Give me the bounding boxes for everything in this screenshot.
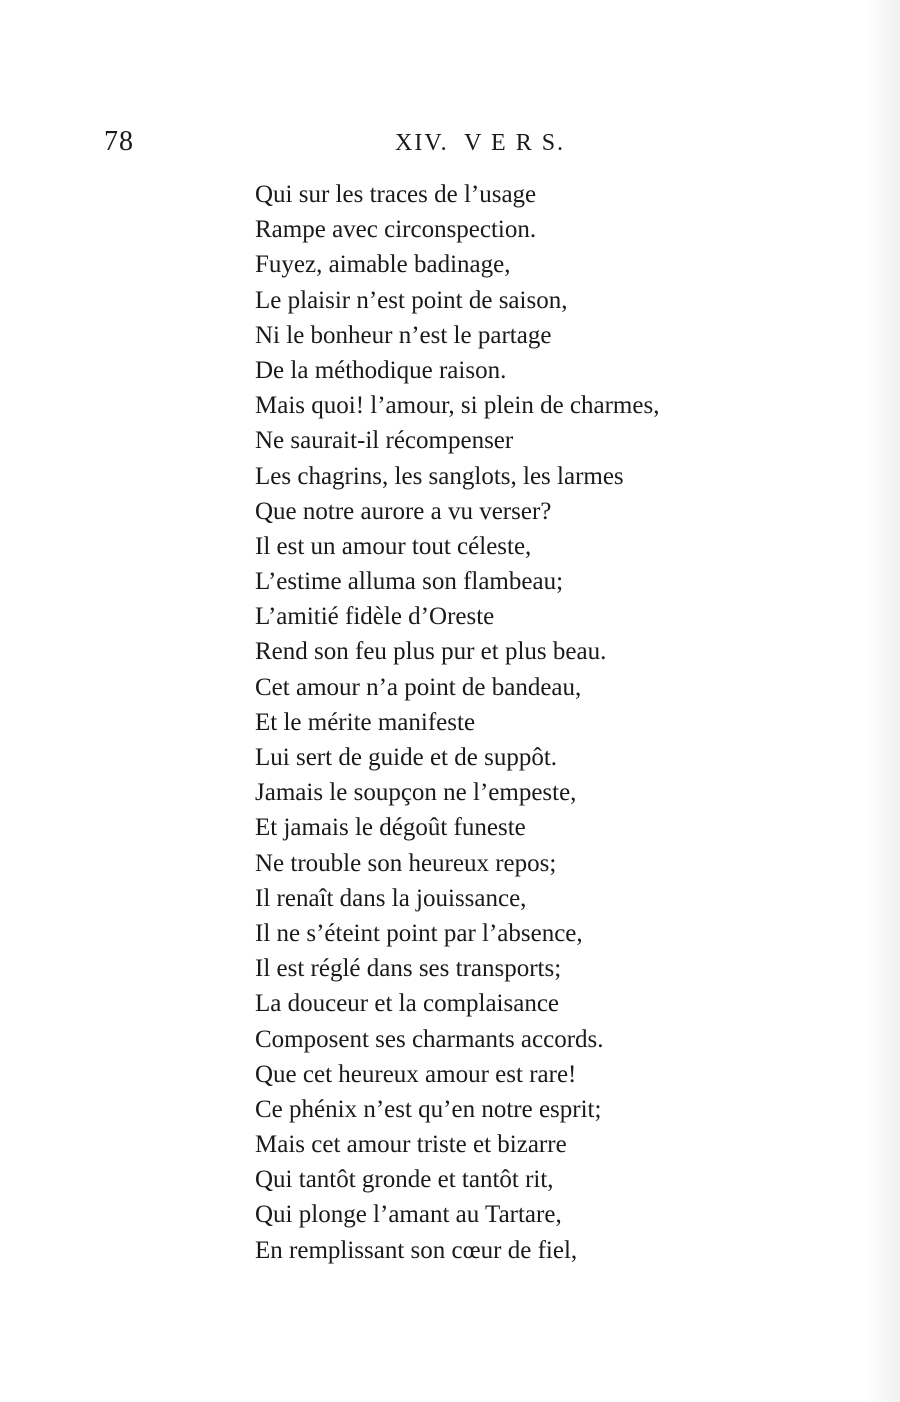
verse-line: L’amitié fidèle d’Oreste <box>255 603 495 631</box>
verse-line: Ne saurait-il récompenser <box>255 427 514 455</box>
verse-line: L’estime alluma son flambeau; <box>255 568 564 596</box>
verse-line: Il est réglé dans ses transports; <box>255 955 562 983</box>
verse-line: Mais cet amour triste et bizarre <box>255 1131 567 1159</box>
verse-line: Il renaît dans la jouissance, <box>255 884 527 912</box>
page-number: 78 <box>104 126 134 157</box>
verse-line: Il est un amour tout céleste, <box>255 532 532 560</box>
verse-line: Et jamais le dégoût funeste <box>255 814 526 842</box>
verse-line: Qui plonge l’amant au Tartare, <box>255 1201 562 1229</box>
verse-line: Composent ses charmants accords. <box>255 1025 604 1053</box>
verse-line: Les chagrins, les sanglots, les larmes <box>255 462 624 490</box>
verse-line: Lui sert de guide et de suppôt. <box>255 744 558 771</box>
verse-line: Il ne s’éteint point par l’absence, <box>255 919 583 947</box>
verse-line: Que notre aurore a vu verser? <box>255 497 552 525</box>
verse-line: Mais quoi! l’amour, si plein de charmes, <box>255 392 660 420</box>
verse-line: La douceur et la complaisance <box>255 990 560 1018</box>
verse-line: Qui sur les traces de l’usage <box>255 181 537 208</box>
verse-line: Le plaisir n’est point de saison, <box>255 286 568 314</box>
running-head: XIV. V E R S. <box>395 130 566 156</box>
verse-line: Fuyez, aimable badinage, <box>255 251 511 279</box>
verse-line: Jamais le soupçon ne l’empeste, <box>255 779 577 807</box>
verse-line: Ne trouble son heureux repos; <box>255 849 557 877</box>
verse-line: Rampe avec circonspection. <box>255 216 537 244</box>
verse-line: En remplissant son cœur de fiel, <box>255 1236 578 1264</box>
verse-line: Et le mérite manifeste <box>255 708 476 736</box>
verse-line: Ni le bonheur n’est le partage <box>255 321 552 349</box>
verse-line: Qui tantôt gronde et tantôt rit, <box>255 1166 554 1194</box>
verse-line: Rend son feu plus pur et plus beau. <box>255 638 607 666</box>
verse-line: Que cet heureux amour est rare! <box>255 1060 577 1088</box>
verse-line: De la méthodique raison. <box>255 356 507 384</box>
verse-line: Cet amour n’a point de bandeau, <box>255 673 582 701</box>
poem-text <box>255 177 659 1268</box>
verse-line: Ce phénix n’est qu’en notre esprit; <box>255 1095 602 1123</box>
